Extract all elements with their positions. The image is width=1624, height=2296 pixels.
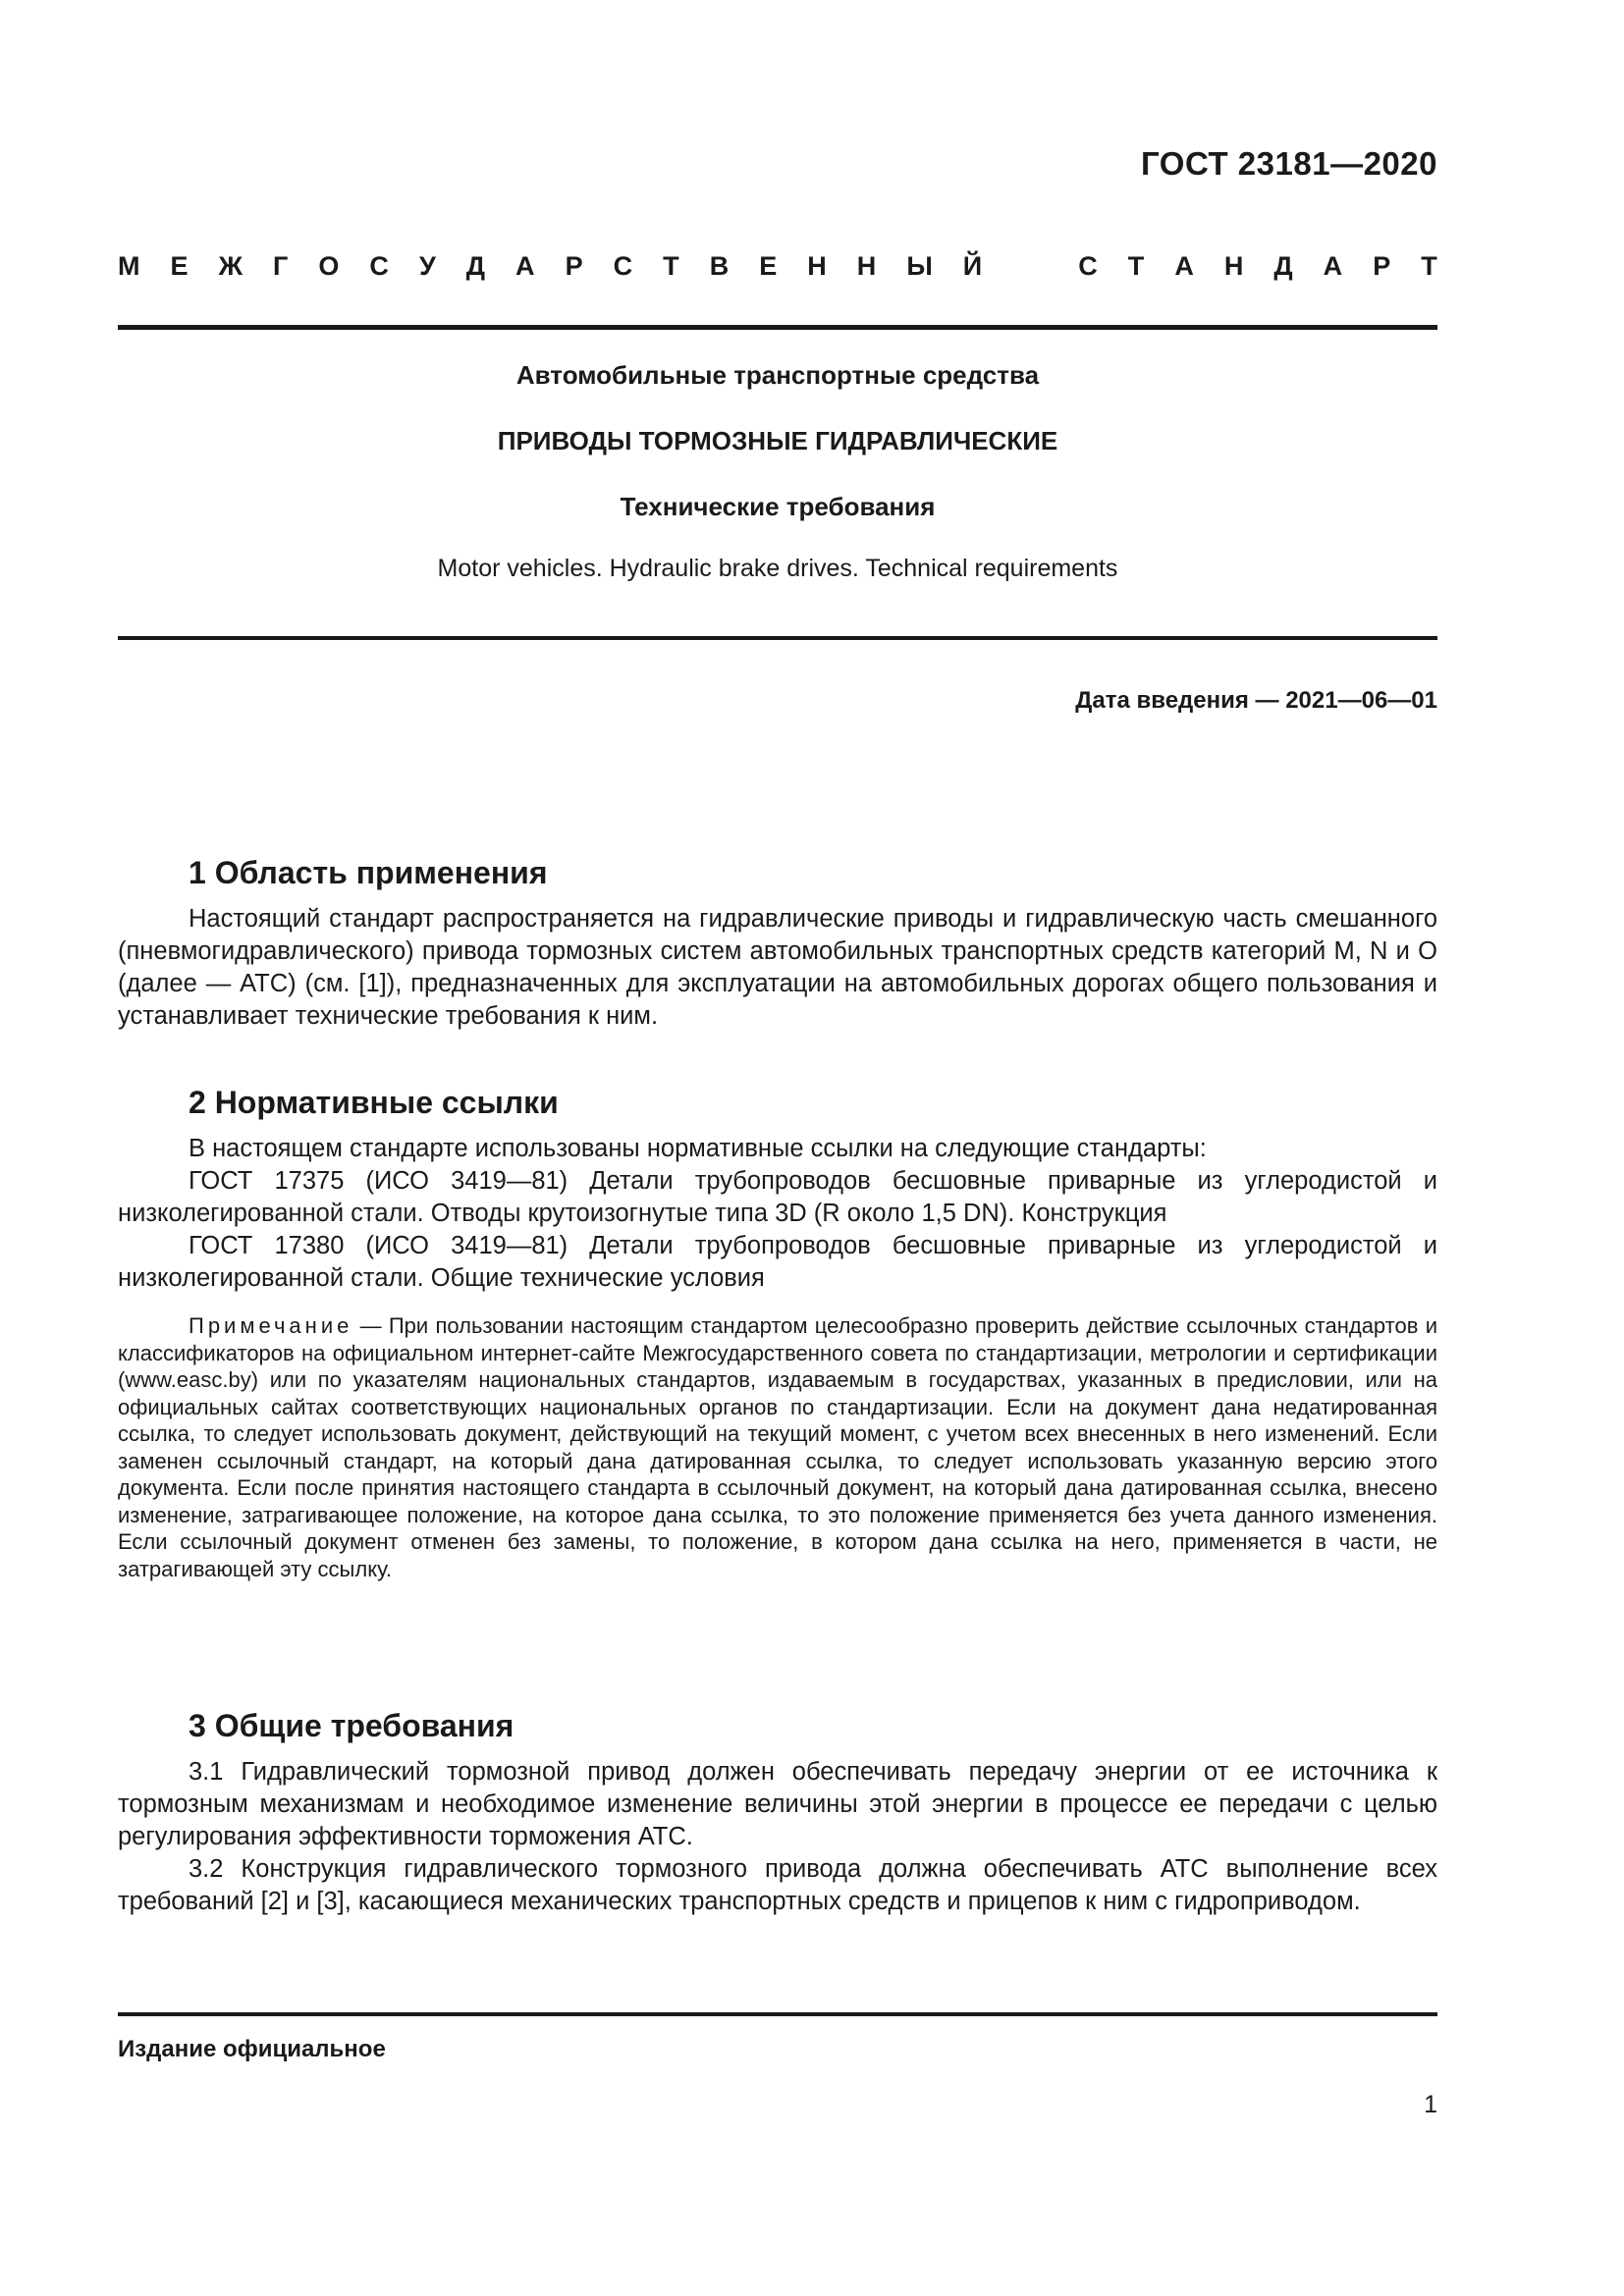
document-kind bbox=[118, 251, 1437, 282]
title-english: Motor vehicles. Hydraulic brake drives. Technical requirements bbox=[437, 555, 1118, 582]
footer-rule bbox=[118, 2012, 1437, 2016]
doc-kind-gap bbox=[1012, 251, 1048, 282]
doc-kind-word2-letter: А bbox=[1323, 251, 1343, 281]
section-title: 1 Область применения bbox=[189, 855, 548, 890]
doc-kind-word1-letter: Д bbox=[465, 251, 486, 281]
official-edition: Издание официальное bbox=[118, 2036, 386, 2062]
note-label: Примечание bbox=[189, 1313, 353, 1338]
section-general-requirements bbox=[118, 1710, 1437, 1918]
doc-kind-word1-letter: С bbox=[369, 251, 389, 281]
paragraph: 3.1 Гидравлический тормозной привод должен обеспечивать передачу энергии от ее источника к тормозным механизмам и необходимое изменение величины этой энергии в процессе ее передачи с целью регулирования эффективности торможения АТС. bbox=[118, 1758, 1437, 1850]
doc-kind-word1-letter: Е bbox=[170, 251, 189, 281]
introduction-date: Дата введения — 2021—06—01 bbox=[1075, 687, 1437, 714]
title-main: ПРИВОДЫ ТОРМОЗНЫЕ ГИДРАВЛИЧЕСКИЕ bbox=[497, 426, 1058, 455]
section-scope bbox=[118, 857, 1437, 1033]
paragraph: Настоящий стандарт распространяется на гидравлические приводы и гидравлическую часть смешанного (пневмогидравлического) привода тормозных систем автомобильных транспортных средств категорий M, N и O (далее — АТС) (см. [1]), предназначенных для эксплуатации на автомобильных дорогах общего пользования и устанавливает технические требования к ним. bbox=[118, 905, 1437, 1030]
document-number: ГОСТ 23181—2020 bbox=[1141, 145, 1437, 182]
doc-kind-word2-letter: Т bbox=[1127, 251, 1145, 281]
section-normative-references bbox=[118, 1087, 1437, 1582]
doc-kind-word2-letter: А bbox=[1174, 251, 1194, 281]
doc-kind-word1-letter: Н bbox=[856, 251, 877, 281]
reference-item: ГОСТ 17375 (ИСО 3419—81) Детали трубопроводов бесшовные приварные из углеродистой и низколегированной стали. Отводы крутоизогнутые типа 3D (R около 1,5 DN). Конструкция bbox=[118, 1167, 1437, 1227]
doc-kind-word1-letter: Ы bbox=[906, 251, 933, 281]
page-number: 1 bbox=[1424, 2091, 1437, 2118]
title-rule bbox=[118, 636, 1437, 640]
doc-kind-word1-letter: Й bbox=[962, 251, 983, 281]
doc-kind-word1-letter: У bbox=[418, 251, 436, 281]
note bbox=[118, 1312, 1437, 1582]
doc-kind-word1-letter: А bbox=[515, 251, 535, 281]
paragraph: 3.2 Конструкция гидравлического тормозного привода должна обеспечивать АТС выполнение всех требований [2] и [3], касающиеся механических транспортных средств и прицепов к ним с гидроприводом. bbox=[118, 1855, 1437, 1915]
doc-kind-word1-letter: Ж bbox=[218, 251, 243, 281]
paragraph: В настоящем стандарте использованы нормативные ссылки на следующие стандарты: bbox=[189, 1135, 1207, 1162]
doc-kind-word1-letter: М bbox=[118, 251, 140, 281]
doc-kind-word2-letter: Р bbox=[1373, 251, 1391, 281]
doc-kind-word1-letter: Е bbox=[759, 251, 778, 281]
doc-kind-word1-letter: С bbox=[613, 251, 633, 281]
doc-kind-word1-letter: В bbox=[709, 251, 730, 281]
doc-kind-word2-letter: Т bbox=[1421, 251, 1437, 281]
section-title: 2 Нормативные ссылки bbox=[189, 1085, 559, 1120]
title-sub: Технические требования bbox=[620, 492, 936, 521]
doc-kind-word2-letter: С bbox=[1078, 251, 1098, 281]
doc-kind-word1-letter: Н bbox=[807, 251, 827, 281]
note-text: — При пользовании настоящим стандартом целесообразно проверить действие ссылочных стандартов и классификаторов на официальном интернет-сайте Межгосударственного совета по стандартизации, метрологии и сертификации (www.easc.by) или по указателям национальных стандартов, издаваемым в государствах, указанных в предисловии, или на официальных сайтах соответствующих национальных органов по стандартизации. Если на документ дана недатированная ссылка, то следует использовать документ, действующий на текущий момент, с учетом всех внесенных в него изменений. Если заменен ссылочный стандарт, на который дана датированная ссылка, то следует использовать указанную версию этого документа. Если после принятия настоящего стандарта в ссылочный документ, на который дана датированная ссылка, внесено изменение, затрагивающее положение, на которое дана ссылка, то это положение применяется без учета данного изменения. Если ссылочный документ отменен без замены, то положение, в котором дана ссылка на него, применяется в части, не затрагивающей эту ссылку. bbox=[118, 1313, 1437, 1581]
reference-item: ГОСТ 17380 (ИСО 3419—81) Детали трубопроводов бесшовные приварные из углеродистой и низколегированной стали. Общие технические условия bbox=[118, 1232, 1437, 1292]
doc-kind-word1-letter: О bbox=[318, 251, 340, 281]
doc-kind-word2-letter: Д bbox=[1273, 251, 1293, 281]
header-rule bbox=[118, 325, 1437, 330]
doc-kind-word1-letter: Т bbox=[663, 251, 679, 281]
doc-kind-word1-letter: Р bbox=[565, 251, 583, 281]
section-title: 3 Общие требования bbox=[189, 1708, 514, 1743]
title-group: Автомобильные транспортные средства bbox=[515, 360, 1040, 390]
doc-kind-word2-letter: Н bbox=[1223, 251, 1244, 281]
doc-kind-word1-letter: Г bbox=[273, 251, 289, 281]
